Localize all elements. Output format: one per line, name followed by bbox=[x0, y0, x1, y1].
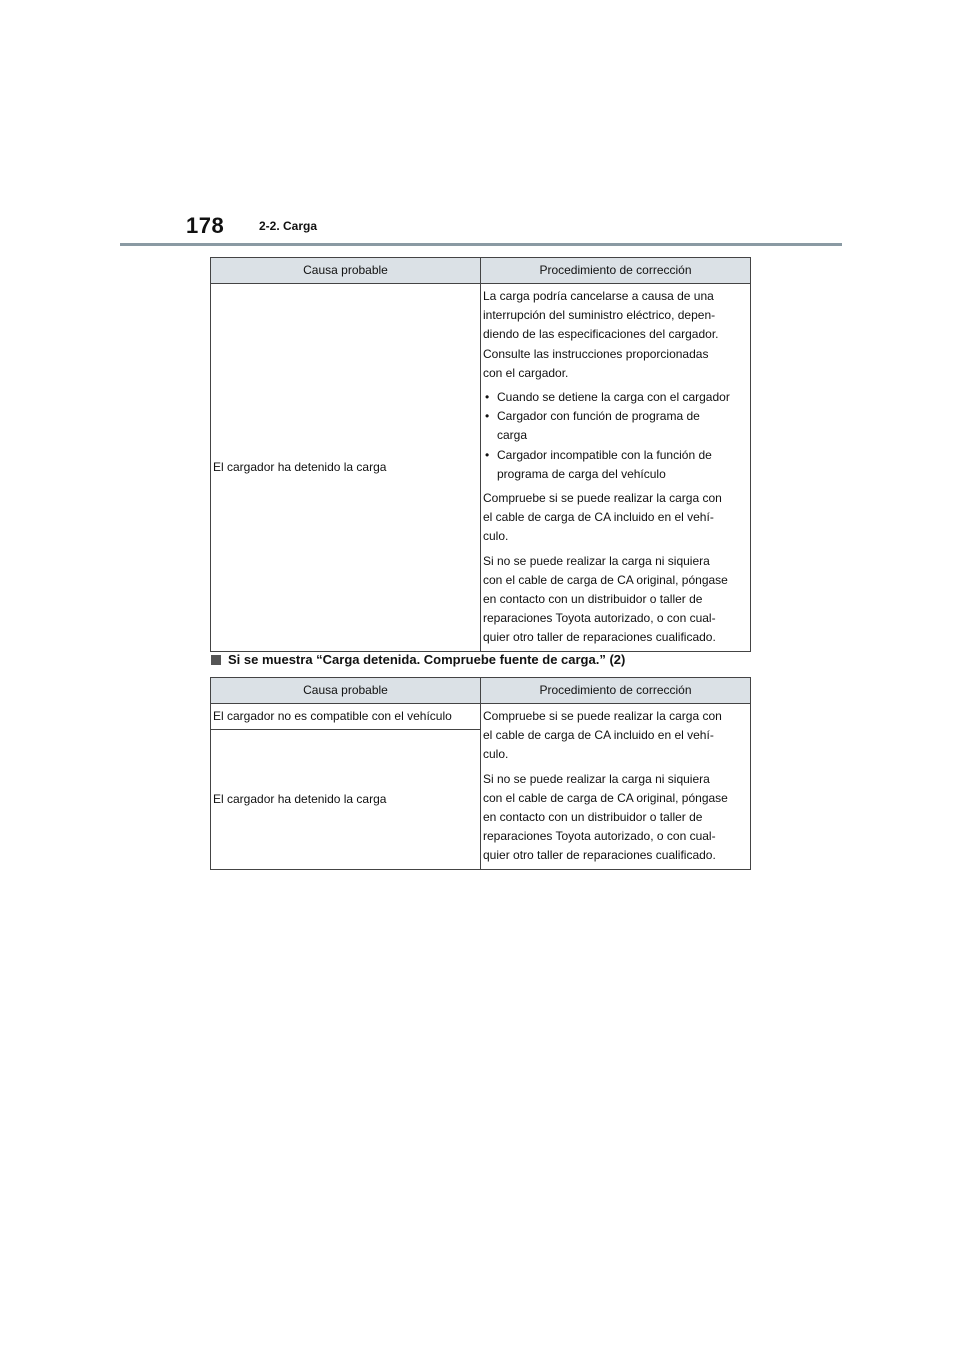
table-row bbox=[211, 284, 751, 652]
section-title: 2-2. Carga bbox=[259, 219, 318, 233]
list-item: • Cargador incompatible con la función de programa de carga del vehículo bbox=[483, 446, 748, 484]
list-item: • Cuando se detiene la carga con el cargador bbox=[483, 388, 748, 407]
procedure-cell bbox=[481, 704, 751, 870]
procedure-cell bbox=[481, 284, 751, 652]
bullet-list bbox=[483, 388, 748, 484]
section-heading: Si se muestra “Carga detenida. Compruebe fuente de carga.” (2) bbox=[211, 652, 625, 667]
cause-cell: El cargador ha detenido la carga bbox=[211, 284, 481, 652]
column-header-cause: Causa probable bbox=[211, 258, 481, 284]
column-header-procedure: Procedimiento de corrección bbox=[481, 258, 751, 284]
contact-paragraph: Si no se puede realizar la carga ni siquiera con el cable de carga de CA original, póngase en contacto con un distribuidor o taller de reparaciones Toyota autorizado, o con cual- quier otro taller de reparaciones cualificado. bbox=[483, 553, 728, 645]
troubleshooting-table-2 bbox=[210, 677, 751, 870]
cause-cell: El cargador ha detenido la carga bbox=[211, 730, 481, 869]
check-paragraph: Compruebe si se puede realizar la carga con el cable de carga de CA incluido en el vehí- culo. bbox=[483, 491, 722, 544]
list-item: • Cargador con función de programa de carga bbox=[483, 407, 748, 445]
column-header-procedure: Procedimiento de corrección bbox=[481, 678, 751, 704]
contact-paragraph: Si no se puede realizar la carga ni siquiera con el cable de carga de CA original, póngase en contacto con un distribuidor o taller de reparaciones Toyota autorizado, o con cual- quier otro taller de reparaciones cualificado. bbox=[483, 771, 728, 863]
column-header-cause: Causa probable bbox=[211, 678, 481, 704]
header-rule bbox=[120, 243, 842, 246]
check-paragraph: Compruebe si se puede realizar la carga con el cable de carga de CA incluido en el vehí- culo. bbox=[483, 709, 722, 762]
square-bullet-icon bbox=[211, 655, 221, 665]
cause-cell: El cargador no es compatible con el vehículo bbox=[211, 704, 481, 730]
page-number: 178 bbox=[186, 213, 225, 238]
troubleshooting-table-1 bbox=[210, 257, 751, 652]
intro-paragraph: La carga podría cancelarse a causa de una interrupción del suministro eléctrico, depen- diendo de las especificaciones del cargador. Consulte las instrucciones proporcionadas con el cargador. bbox=[483, 289, 719, 380]
table-row bbox=[211, 704, 751, 730]
